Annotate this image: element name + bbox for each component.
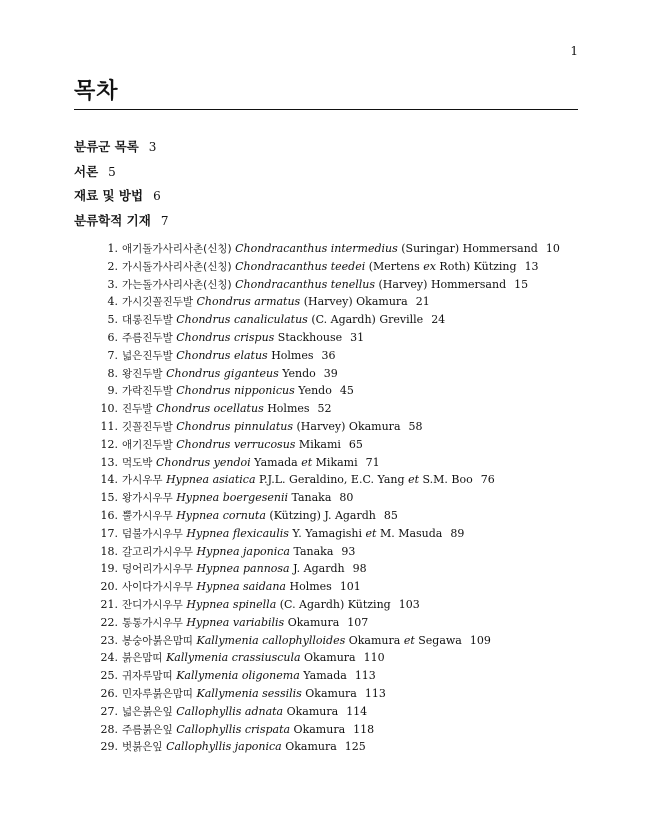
entry-page: 10 <box>545 242 560 255</box>
entry-page: 36 <box>321 348 336 362</box>
entry-number: 22. <box>100 615 118 629</box>
entry-authority: Okamura <box>301 686 357 700</box>
entry-korean-name: 갈고리가시우무 <box>122 545 194 558</box>
entry-page: 103 <box>398 597 420 611</box>
entry-page: 39 <box>323 366 338 380</box>
entry-korean-name: 가락진두발 <box>122 385 173 398</box>
entry-scientific-name: Callophyllis crispata <box>176 722 291 736</box>
entry-authority: Holmes <box>285 580 332 594</box>
entry-authority: Y. Yamagishi <box>288 526 366 540</box>
section-title: 분류군 목록 <box>74 139 139 154</box>
toc-entry[interactable] <box>96 471 560 489</box>
entry-authority: (Mertens <box>365 259 424 273</box>
entry-korean-name: 넓은진두발 <box>122 349 173 362</box>
toc-section[interactable] <box>74 163 168 188</box>
toc-entry[interactable] <box>96 738 560 756</box>
section-title: 서론 <box>74 163 99 179</box>
entry-korean-name: 벗붉은잎 <box>122 741 163 754</box>
entry-number: 2. <box>107 259 118 273</box>
entry-korean-name: 덤불가시우무 <box>122 527 183 540</box>
entry-korean-name: 가는돌가사리사촌(신칭) <box>122 278 232 291</box>
entry-korean-name: 통통가시우무 <box>122 616 183 629</box>
entry-scientific-name: et <box>301 455 313 469</box>
entry-page: 114 <box>346 704 368 718</box>
entry-number: 12. <box>100 437 118 451</box>
toc-entry[interactable] <box>96 632 560 650</box>
entry-scientific-name: et <box>365 526 377 540</box>
toc-entry[interactable] <box>96 721 560 739</box>
entry-authority: Okamura <box>284 615 340 629</box>
entry-page: 93 <box>341 544 356 558</box>
toc-section[interactable] <box>74 138 168 163</box>
entry-number: 7. <box>107 348 118 362</box>
entry-scientific-name: Hypnea pannosa <box>196 562 290 576</box>
entry-number: 19. <box>100 562 118 576</box>
entry-page: 107 <box>347 615 369 629</box>
entry-authority: (Harvey) Hommersand <box>375 277 507 291</box>
entry-scientific-name: Chondracanthus intermedius <box>235 242 398 255</box>
entry-page: 31 <box>350 330 365 344</box>
toc-section[interactable] <box>74 187 168 212</box>
entry-number: 23. <box>100 633 118 647</box>
toc-entry[interactable] <box>96 489 560 507</box>
entry-page: 110 <box>363 651 385 665</box>
toc-entry[interactable] <box>96 436 560 454</box>
entry-authority: (Suringar) Hommersand <box>397 242 538 255</box>
toc-entry[interactable] <box>96 667 560 685</box>
entry-number: 25. <box>100 669 118 683</box>
entry-scientific-name: Chondrus armatus <box>196 295 301 309</box>
entry-korean-name: 주름진두발 <box>122 331 173 344</box>
toc-entry[interactable] <box>96 293 560 311</box>
entry-page: 118 <box>353 722 375 736</box>
entry-page: 58 <box>408 419 423 433</box>
entry-scientific-name: Hypnea cornuta <box>176 508 266 522</box>
entry-page: 15 <box>514 277 529 291</box>
entry-number: 8. <box>107 366 118 380</box>
entry-scientific-name: Kallymenia callophylloides <box>196 633 346 647</box>
entry-scientific-name: Hypnea asiatica <box>166 473 256 487</box>
entry-korean-name: 뿔가시우무 <box>122 509 173 522</box>
entry-authority: Mikami <box>295 437 341 451</box>
toc-entry[interactable] <box>96 578 560 596</box>
entry-number: 21. <box>100 597 118 611</box>
entry-authority: M. Masuda <box>376 526 443 540</box>
toc-entry[interactable] <box>96 258 560 276</box>
entry-scientific-name: Chondrus canaliculatus <box>176 313 308 327</box>
entry-number: 18. <box>100 544 118 558</box>
entry-authority: (Harvey) Okamura <box>293 419 401 433</box>
entry-scientific-name: et <box>408 473 419 487</box>
entry-scientific-name: Chondrus verrucosus <box>176 437 296 451</box>
section-page: 3 <box>148 140 157 154</box>
entry-authority: Yendo <box>278 366 316 380</box>
entry-authority: Roth) Kützing <box>435 259 517 273</box>
entry-authority: Okamura <box>283 704 339 718</box>
page-number: 1 <box>570 44 578 58</box>
entry-authority: Stackhouse <box>274 330 343 344</box>
entry-number: 11. <box>100 419 118 433</box>
toc-entry[interactable] <box>96 525 560 543</box>
entry-list <box>96 240 560 756</box>
entry-korean-name: 왕진두발 <box>122 367 163 380</box>
toc-entry[interactable] <box>96 329 560 347</box>
entry-authority: (Kützing) J. Agardh <box>265 508 376 522</box>
entry-scientific-name: ex <box>423 259 436 273</box>
entry-korean-name: 가시돌가사리사촌(신칭) <box>122 260 232 273</box>
entry-scientific-name: Hypnea boergesenii <box>176 491 288 505</box>
entry-scientific-name: Kallymenia crassiuscula <box>166 651 301 665</box>
entry-authority: Okamura <box>345 633 404 647</box>
toc-entry[interactable] <box>96 418 560 436</box>
entry-authority: J. Agardh <box>289 562 345 576</box>
entry-page: 98 <box>352 562 367 576</box>
entry-authority: Tanaka <box>289 544 334 558</box>
entry-scientific-name: Hypnea flexicaulis <box>186 526 289 540</box>
entry-number: 6. <box>107 330 118 344</box>
section-title: 재료 및 방법 <box>74 188 144 203</box>
entry-authority: Holmes <box>263 402 310 416</box>
entry-scientific-name: Chondrus yendoi <box>155 455 251 469</box>
entry-number: 26. <box>100 686 118 700</box>
entry-number: 9. <box>107 384 118 398</box>
toc-entry[interactable] <box>96 347 560 365</box>
entry-korean-name: 왕가시우무 <box>122 492 173 505</box>
entry-scientific-name: Chondrus pinnulatus <box>176 419 293 433</box>
section-page: 6 <box>153 189 161 203</box>
entry-korean-name: 넓은붉은잎 <box>122 705 173 718</box>
entry-authority: Okamura <box>290 722 346 736</box>
entry-korean-name: 가시깃꼴진두발 <box>122 296 194 309</box>
entry-korean-name: 깃꼴진두발 <box>122 420 173 433</box>
toc-entry[interactable] <box>96 240 560 258</box>
entry-authority: Mikami <box>312 455 358 469</box>
entry-page: 80 <box>339 491 354 505</box>
entry-authority: Holmes <box>267 348 314 362</box>
entry-authority: (C. Agardh) Kützing <box>276 597 391 611</box>
toc-entry[interactable] <box>96 454 560 472</box>
entry-number: 4. <box>107 295 118 309</box>
entry-number: 3. <box>107 277 118 291</box>
entry-scientific-name: Hypnea spinella <box>186 597 277 611</box>
entry-scientific-name: Chondrus giganteus <box>166 366 279 380</box>
title-block <box>74 74 578 110</box>
toc-entry[interactable] <box>96 614 560 632</box>
section-page: 7 <box>160 213 169 228</box>
entry-page: 113 <box>354 669 376 683</box>
entry-page: 85 <box>383 508 398 522</box>
entry-page: 101 <box>339 580 361 594</box>
entry-page: 21 <box>415 295 430 309</box>
entry-korean-name: 사이다가시우무 <box>122 581 194 594</box>
entry-page: 45 <box>339 384 354 398</box>
entry-number: 1. <box>107 242 118 255</box>
entry-number: 10. <box>100 402 118 416</box>
entry-korean-name: 봉숭아붉은맘띠 <box>122 634 194 647</box>
entry-korean-name: 덩어리가시우무 <box>122 563 194 576</box>
entry-page: 71 <box>365 455 380 469</box>
entry-authority: (Harvey) Okamura <box>300 295 408 309</box>
toc-entry[interactable] <box>96 703 560 721</box>
entry-scientific-name: Chondrus elatus <box>176 348 268 362</box>
entry-scientific-name: Chondracanthus teedei <box>235 259 366 273</box>
entry-page: 24 <box>431 313 446 327</box>
entry-number: 20. <box>100 580 118 594</box>
entry-page: 65 <box>348 437 363 451</box>
entry-page: 113 <box>364 686 386 700</box>
entry-page: 125 <box>344 740 366 754</box>
entry-authority: Tanaka <box>287 491 332 505</box>
entry-scientific-name: et <box>403 633 415 647</box>
entry-scientific-name: Kallymenia sessilis <box>196 686 302 700</box>
entry-number: 14. <box>100 473 118 487</box>
toc-entry[interactable] <box>96 543 560 561</box>
entry-authority: S.M. Boo <box>419 473 473 487</box>
entry-scientific-name: Hypnea japonica <box>196 544 290 558</box>
entry-scientific-name: Callophyllis japonica <box>166 740 282 754</box>
toc-entry[interactable] <box>96 685 560 703</box>
entry-korean-name: 애기돌가사리사촌(신칭) <box>122 243 232 255</box>
toc-entry[interactable] <box>96 649 560 667</box>
entry-scientific-name: Chondrus nipponicus <box>176 384 295 398</box>
entry-page: 76 <box>480 473 495 487</box>
entry-number: 17. <box>100 526 118 540</box>
entry-korean-name: 민자루붉은맘띠 <box>122 687 194 700</box>
entry-page: 13 <box>524 259 539 273</box>
toc-entry[interactable] <box>96 596 560 614</box>
entry-korean-name: 진두발 <box>122 403 153 416</box>
entry-korean-name: 애기진두발 <box>122 438 173 451</box>
entry-scientific-name: Kallymenia oligonema <box>176 669 300 683</box>
entry-page: 52 <box>317 402 332 416</box>
entry-authority: Okamura <box>300 651 356 665</box>
entry-korean-name: 귀자루맘띠 <box>122 670 173 683</box>
entry-number: 27. <box>100 704 118 718</box>
entry-authority: Yendo <box>294 384 332 398</box>
entry-scientific-name: Chondrus ocellatus <box>155 402 264 416</box>
section-list <box>74 138 168 236</box>
entry-scientific-name: Callophyllis adnata <box>176 704 284 718</box>
entry-number: 5. <box>107 313 118 327</box>
entry-authority: Segawa <box>414 633 462 647</box>
toc-entry[interactable] <box>96 276 560 294</box>
toc-entry[interactable] <box>96 400 560 418</box>
page-title: 목차 <box>74 74 578 110</box>
entry-scientific-name: Hypnea variabilis <box>186 615 285 629</box>
entry-number: 28. <box>100 722 118 736</box>
entry-authority: Yamada <box>299 669 347 683</box>
toc-entry[interactable] <box>96 365 560 383</box>
entry-authority: Yamada <box>250 455 302 469</box>
entry-korean-name: 붉은맘띠 <box>122 652 163 665</box>
toc-entry[interactable] <box>96 560 560 578</box>
entry-korean-name: 먹도박 <box>122 456 153 469</box>
toc-entry[interactable] <box>96 507 560 525</box>
entry-korean-name: 가시우무 <box>122 474 163 487</box>
section-title: 분류학적 기재 <box>74 212 151 228</box>
toc-entry[interactable] <box>96 382 560 400</box>
entry-scientific-name: Chondracanthus tenellus <box>235 277 376 291</box>
entry-authority: P.J.L. Geraldino, E.C. Yang <box>255 473 409 487</box>
entry-scientific-name: Hypnea saidana <box>196 580 286 594</box>
entry-scientific-name: Chondrus crispus <box>176 330 275 344</box>
toc-section[interactable] <box>74 212 168 237</box>
entry-authority: Okamura <box>281 740 337 754</box>
toc-entry[interactable] <box>96 311 560 329</box>
entry-number: 16. <box>100 508 118 522</box>
entry-number: 29. <box>100 740 118 754</box>
section-page: 5 <box>108 164 116 179</box>
entry-number: 15. <box>100 491 118 505</box>
entry-authority: (C. Agardh) Greville <box>307 313 424 327</box>
entry-number: 13. <box>100 455 118 469</box>
entry-page: 89 <box>450 526 465 540</box>
entry-korean-name: 대롱진두발 <box>122 314 173 327</box>
entry-korean-name: 잔디가시우무 <box>122 598 183 611</box>
entry-page: 109 <box>469 633 491 647</box>
entry-korean-name: 주름붉은잎 <box>122 723 173 736</box>
entry-number: 24. <box>100 651 118 665</box>
